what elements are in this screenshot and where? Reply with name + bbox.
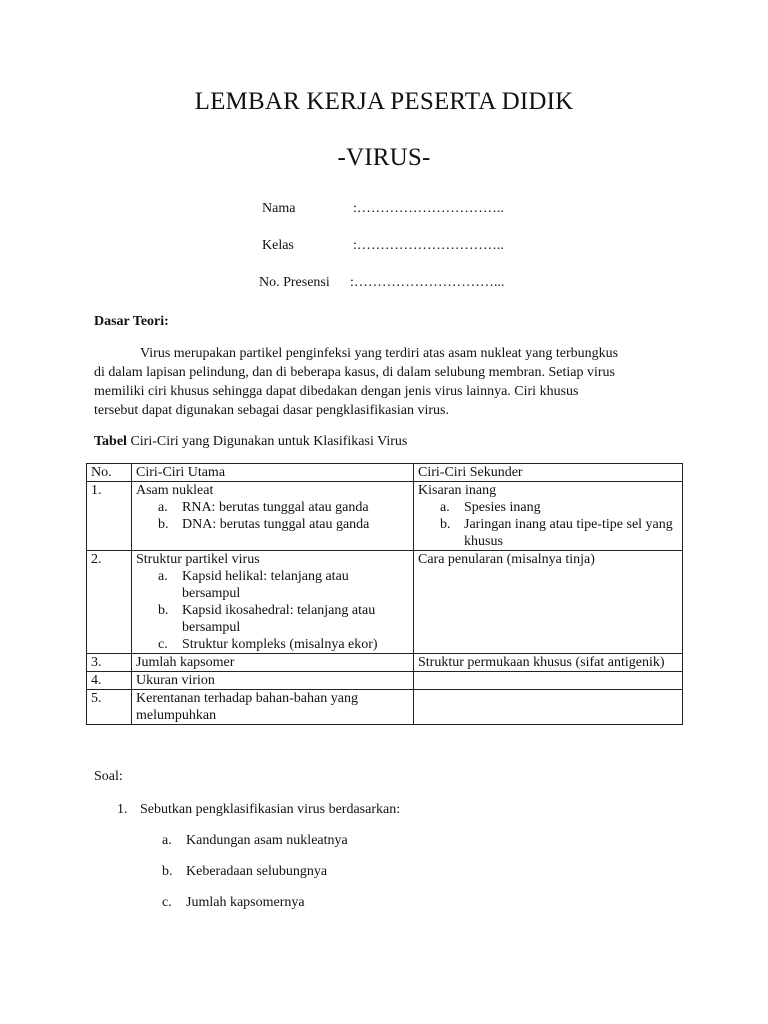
question-text: Sebutkan pengklasifikasian virus berdasarkan: [140, 802, 401, 817]
row-no: 4. [87, 672, 132, 690]
theory-line-2: di dalam lapisan pelindung, dan di beberapa kasus, di dalam selubung membran. Setiap virus [94, 365, 615, 380]
main-feature: Struktur partikel virus [136, 552, 260, 567]
list-item [136, 568, 409, 602]
list-text: RNA: berutas tunggal atau ganda [182, 500, 369, 515]
header-no: No. [87, 464, 132, 482]
theory-line-1: Virus merupakan partikel penginfeksi yang terdiri atas asam nukleat yang terbungkus [140, 346, 619, 361]
table-row [87, 690, 683, 725]
table-caption-bold: Tabel [94, 434, 127, 449]
header-main: Ciri-Ciri Utama [132, 464, 414, 482]
answer-marker: c. [162, 895, 172, 910]
answer-item: Kandungan asam nukleatnya [186, 833, 348, 848]
row-main: Ukuran virion [132, 672, 414, 690]
row-main [132, 482, 414, 551]
table-row [87, 672, 683, 690]
answer-marker: a. [162, 833, 172, 848]
list-text: Spesies inang [464, 500, 541, 515]
row-secondary [414, 690, 683, 725]
header-secondary: Ciri-Ciri Sekunder [414, 464, 683, 482]
list-item [418, 499, 678, 516]
field-value-presensi: :…………………………... [350, 275, 505, 290]
field-value-nama: :………………………….. [353, 201, 504, 216]
answer-item: Jumlah kapsomernya [186, 895, 305, 910]
row-no: 2. [87, 551, 132, 654]
field-value-kelas: :………………………….. [353, 238, 504, 253]
table-row [87, 482, 683, 551]
row-main: Kerentanan terhadap bahan-bahan yang melumpuhkan [132, 690, 414, 725]
secondary-sublist [418, 499, 678, 550]
table-caption [94, 432, 407, 451]
document-title: LEMBAR KERJA PESERTA DIDIK [194, 88, 574, 115]
row-secondary [414, 482, 683, 551]
list-marker: b. [440, 517, 451, 532]
secondary-feature: Kisaran inang [418, 483, 497, 498]
main-feature: Asam nukleat [136, 483, 214, 498]
list-marker: b. [158, 517, 169, 532]
field-label-nama: Nama [262, 201, 296, 216]
list-text: DNA: berutas tunggal atau ganda [182, 517, 370, 532]
table-row [87, 654, 683, 672]
row-secondary [414, 672, 683, 690]
question-number: 1. [117, 802, 128, 817]
theory-line-3: memiliki ciri khusus sehingga dapat dibedakan dengan jenis virus lainnya. Ciri khusus [94, 384, 579, 399]
list-text: Struktur kompleks (misalnya ekor) [182, 637, 378, 652]
list-marker: a. [158, 569, 168, 584]
document-subtitle: -VIRUS- [337, 144, 431, 171]
classification-table [86, 463, 683, 725]
list-marker: b. [158, 603, 169, 618]
row-secondary: Cara penularan (misalnya tinja) [414, 551, 683, 654]
row-secondary: Struktur permukaan khusus (sifat antigenik) [414, 654, 683, 672]
list-marker: a. [440, 500, 450, 515]
theory-line-4: tersebut dapat digunakan sebagai dasar pengklasifikasian virus. [94, 403, 449, 418]
field-label-presensi: No. Presensi [259, 275, 330, 290]
list-item [136, 516, 409, 533]
field-label-kelas: Kelas [262, 238, 294, 253]
main-sublist [136, 499, 409, 533]
row-main: Jumlah kapsomer [132, 654, 414, 672]
list-item [136, 636, 409, 653]
answer-item: Keberadaan selubungnya [186, 864, 328, 879]
list-text: Kapsid ikosahedral: telanjang atau bersampul [182, 603, 376, 635]
list-item [136, 499, 409, 516]
main-sublist [136, 568, 409, 653]
table-row [87, 551, 683, 654]
list-text: Jaringan inang atau tipe-tipe sel yang khusus [464, 517, 673, 549]
row-no: 1. [87, 482, 132, 551]
theory-heading: Dasar Teori: [94, 314, 169, 329]
list-marker: c. [158, 637, 168, 652]
list-marker: a. [158, 500, 168, 515]
list-item [418, 516, 678, 550]
questions-heading: Soal: [94, 769, 123, 784]
table-caption-text: Ciri-Ciri yang Digunakan untuk Klasifikasi Virus [126, 434, 408, 449]
row-main [132, 551, 414, 654]
row-no: 5. [87, 690, 132, 725]
table-header-row [87, 464, 683, 482]
list-text: Kapsid helikal: telanjang atau bersampul [182, 569, 349, 601]
answer-marker: b. [162, 864, 173, 879]
row-no: 3. [87, 654, 132, 672]
list-item [136, 602, 409, 636]
